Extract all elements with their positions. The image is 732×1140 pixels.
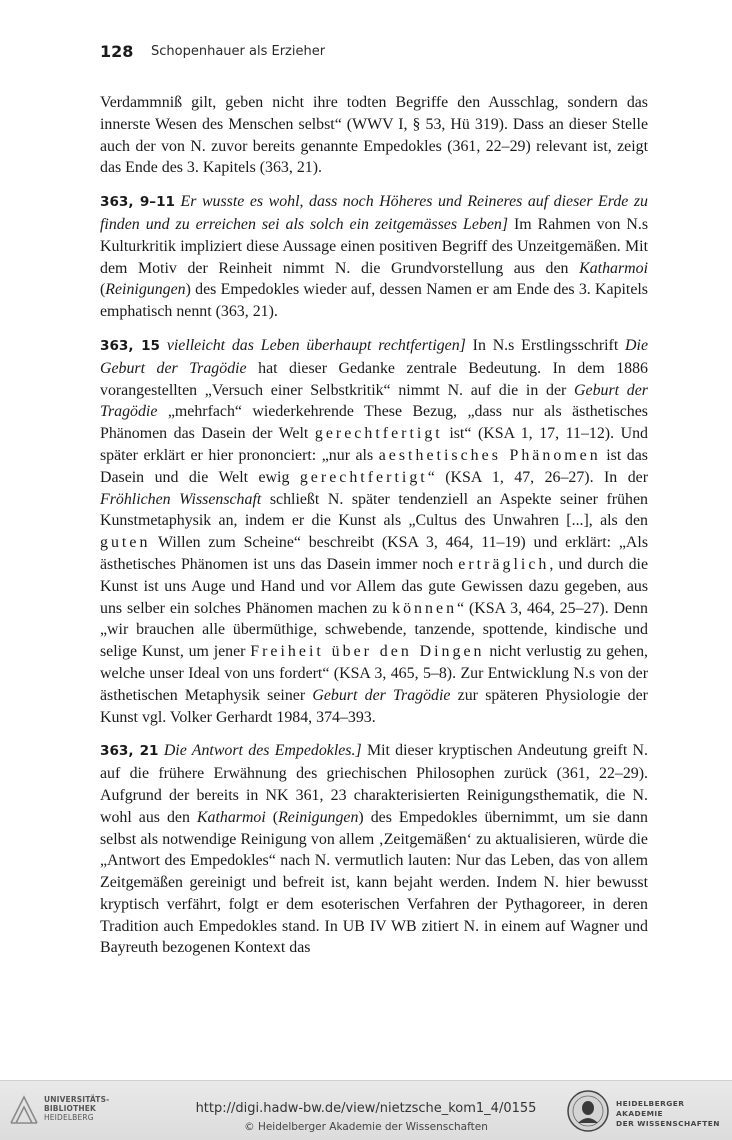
logo-line: UNIVERSITÄTS- xyxy=(44,1095,110,1104)
logo-line: HEIDELBERGER AKADEMIE xyxy=(616,1099,685,1118)
text-run: Im Rahmen von N.s Kulturkritik impliziert diese Aussage einen positiven Begriff des Unzeitgemäßen. Mit dem Motiv der Reinheit nimmt N. die Grundvorstellung aus den xyxy=(100,215,649,277)
italic-text: Die Geburt der Tragödie xyxy=(100,336,648,377)
text-run: nicht verlustig zu gehen, welche unser Ideal von uns fordert“ (KSA 3, 465, 5–8). Zur Entwicklung N.s von der ästhetischen Metaphysik seiner xyxy=(100,643,649,704)
commentary-entry-363-21 xyxy=(100,740,648,959)
text-run: Verdammniß gilt, geben nicht ihre todten Begriffe den Ausschlag, sondern das innerste Wesen des Menschen selbst“ (WWV I, § 53, Hü 319). Dass an dieser Stelle auch der von N. zuvor bereits genannte Empedokles (361, 22–29) relevant ist, zeigt das Ende des 3. Kapitels (363, 21). xyxy=(100,94,648,177)
italic-text: Er wusste es wohl, dass noch Höheres und Reineres auf dieser Erde zu finden und zu erreichen sei als solch ein zeitgemässes Leben] xyxy=(100,193,648,233)
italic-text: Fröhlichen Wissenschaft xyxy=(100,490,262,508)
logo-line: HEIDELBERG xyxy=(44,1112,94,1122)
text-run: hat dieser Gedanke zentrale Bedeutung. In dem 1886 vorangestellten „Versuch einer Selbstkritik“ nimmt N. auf die in der xyxy=(100,359,648,399)
text-run xyxy=(160,337,167,354)
italic-text: Geburt der Tragödie xyxy=(312,686,451,704)
spaced-emphasis: gerechtfertigt xyxy=(314,425,443,443)
paragraph-1 xyxy=(100,92,648,179)
italic-text: Die Antwort des Empedokles.] xyxy=(163,742,362,760)
copyright-notice: © Heidelberger Akademie der Wissenschaften xyxy=(244,1121,488,1133)
academy-name xyxy=(616,1099,732,1129)
digitization-footer xyxy=(0,1080,732,1140)
spaced-emphasis: können xyxy=(392,599,458,617)
text-run: ist“ (KSA 1, 17, 11–12). Und später erklärt er hier prononciert: „nur als xyxy=(100,425,648,464)
text-run: ( xyxy=(265,808,279,826)
italic-text: Katharmoi xyxy=(196,808,266,826)
italic-text: vielleicht das Leben überhaupt rechtfertigen] xyxy=(166,336,466,354)
academy-seal-icon xyxy=(566,1089,610,1133)
logo-line: DER WISSENSCHAFTEN xyxy=(616,1119,720,1128)
text-run: ) des Empedokles übernimmt, um sie dann selbst als notwendige Reinigung von allem ‚Zeitgemäßen‘ zu aktualisieren, würde die „Antwort des Empedokles“ nach N. vermutlich lauten: Nur das Leben, das von allem Zeitgemäßen gereinigt und befreit ist, kann bejaht werden. Indem N. hier bewusst kryptisch verfährt, folgt er dem esoterischen Verfahren der Pythagoreer, in deren Tradition auch Empedokles stand. In UB IV WB zitiert N. in einem auf Wagner und Bayreuth bezogenen Kontext das xyxy=(100,808,649,957)
italic-text: Reinigungen xyxy=(105,281,186,299)
text-run: “ (KSA 3, 464, 25–27). Denn „wir brauchen alle übermüthige, schwebende, tanzende, spottende, kindische und selige Kunst, um jener xyxy=(100,599,649,661)
text-run: ) des Empedokles wieder auf, dessen Namen er am Ende des 3. Kapitels emphatisch nennt (363, 21). xyxy=(100,281,648,321)
text-run: In N.s Erstlingsschrift xyxy=(465,336,626,354)
digital-edition-url[interactable]: http://digi.hadw-bw.de/view/nietzsche_kom1_4/0155 xyxy=(195,1101,537,1116)
text-run: zur späteren Physiologie der Kunst vgl. Volker Gerhardt 1984, 374–393. xyxy=(100,686,648,726)
spaced-emphasis: Freiheit über den Dingen xyxy=(250,643,485,661)
text-run: ist das Dasein und die Welt ewig xyxy=(100,446,648,486)
commentary-entry-363-9 xyxy=(100,191,648,323)
spaced-emphasis: aesthetisches Phänomen xyxy=(378,446,601,464)
page-number: 128 xyxy=(100,42,134,61)
commentary-entry-363-15 xyxy=(100,335,648,728)
spaced-emphasis: gerechtfertigt xyxy=(299,468,428,486)
text-run: „mehrfach“ wiederkehrende These Bezug, „dass nur als ästhetisches Phänomen das Dasein der Welt xyxy=(100,403,648,443)
running-header xyxy=(100,42,648,66)
italic-text: Katharmoi xyxy=(579,259,648,277)
commentary-body xyxy=(100,92,648,971)
running-title: Schopenhauer als Erzieher xyxy=(151,44,326,59)
lemma-reference: 363, 15 xyxy=(100,337,161,354)
text-run: , und durch die Kunst ist uns Auge und Hand und vor Allem das gute Gewissen dazu gegeben, aus uns selber ein solches Phänomen machen zu xyxy=(100,555,648,617)
text-run: Willen zum Scheine“ beschreibt (KSA 3, 464, 11–19) und erklärt: „Als ästhetisches Phänomen ist uns das Dasein immer noch xyxy=(100,534,648,573)
italic-text: Geburt der Tragödie xyxy=(100,381,648,421)
logo-line: BIBLIOTHEK xyxy=(44,1103,96,1113)
text-run: Mit dieser kryptischen Andeutung greift N. auf die frühere Erwähnung des griechischen Philosophen zurück (361, 22–29). Aufgrund der bereits in NK 361, 23 charakterisierten Reinigungsthematik, die N. wohl aus den xyxy=(100,742,648,826)
spaced-emphasis: guten xyxy=(100,534,151,552)
text-run: ( xyxy=(100,281,106,299)
text-run: “ (KSA 1, 47, 26–27). In der xyxy=(427,468,648,486)
italic-text: Reinigungen xyxy=(278,808,359,826)
spaced-emphasis: erträglich xyxy=(458,555,550,573)
lemma-reference: 363, 21 xyxy=(100,743,159,760)
text-run: schließt N. später tendenziell an Aspekte seiner frühen Kunstmetaphysik an, indem er die Kunst als „Cultus des Unwahren [...], als den xyxy=(100,490,648,530)
lemma-reference: 363, 9–11 xyxy=(100,194,175,211)
